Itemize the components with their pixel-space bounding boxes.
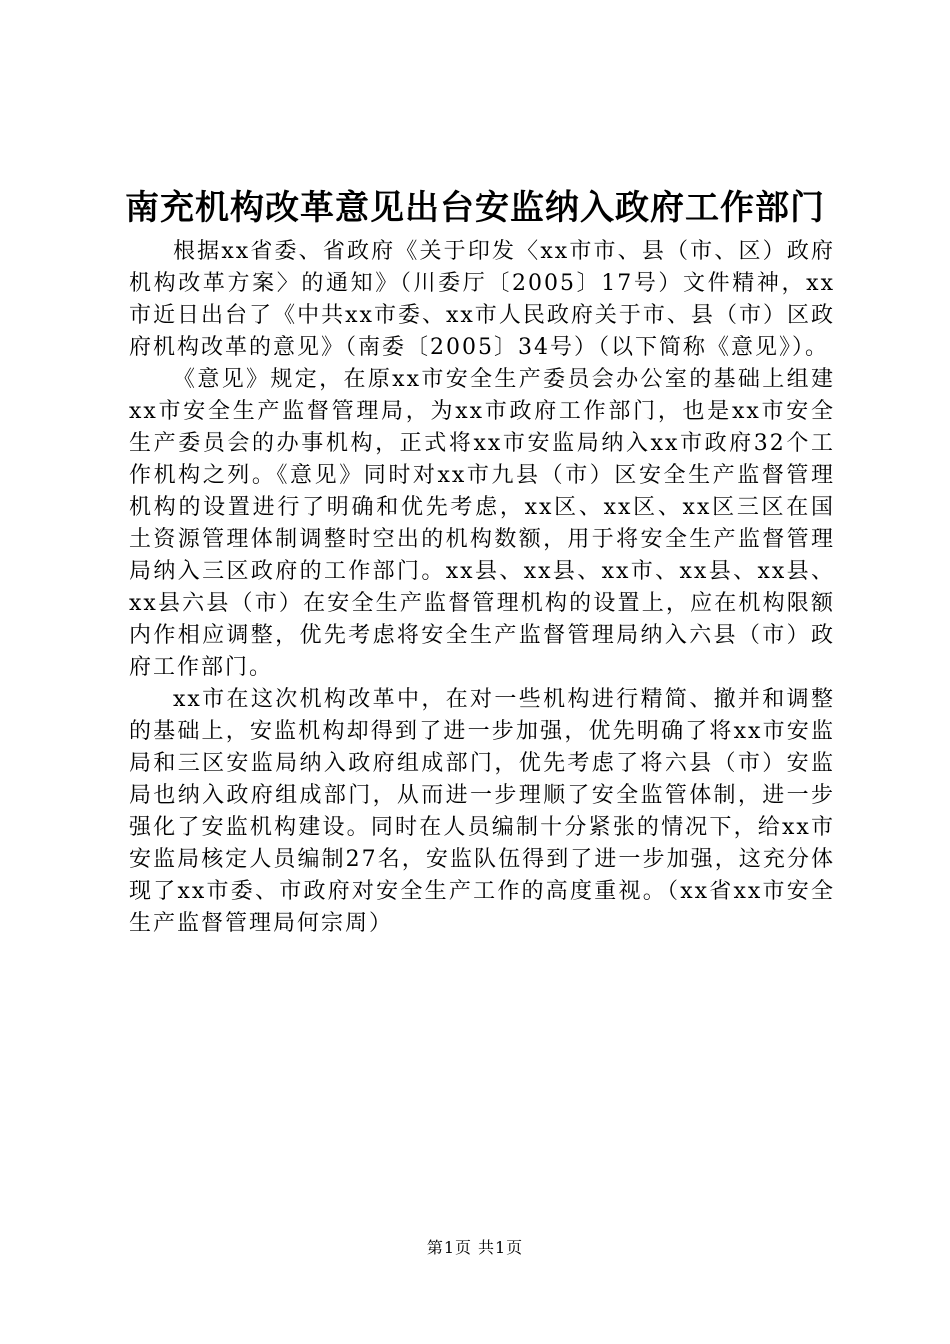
- paragraph: 根据xx省委、省政府《关于印发〈xx市市、县（市、区）政府机构改革方案〉的通知》（川委厅〔2005〕17号）文件精神，xx市近日出台了《中共xx市委、xx市人民政府关于市、县（市）区政府机构改革的意见》（南委〔2005〕34号）（以下简称《意见》）。: [129, 239, 835, 360]
- paragraph: 《意见》规定，在原xx市安全生产委员会办公室的基础上组建xx市安全生产监督管理局，为xx市政府工作部门，也是xx市安全生产委员会的办事机构，正式将xx市安监局纳入xx市政府32个工作机构之列。《意见》同时对xx市九县（市）区安全生产监督管理机构的设置进行了明确和优先考虑，xx区、xx区、xx区三区在国土资源管理体制调整时空出的机构数额，用于将安全生产监督管理局纳入三区政府的工作部门。xx县、xx县、xx市、xx县、xx县、xx县六县（市）在安全生产监督管理机构的设置上，应在机构限额内作相应调整，优先考虑将安全生产监督管理局纳入六县（市）政府工作部门。: [129, 367, 835, 680]
- page-total: 共1页: [478, 1238, 524, 1257]
- document-body: [129, 236, 835, 940]
- page-number: 第1页: [426, 1238, 472, 1257]
- document-title: 南充机构改革意见出台安监纳入政府工作部门: [125, 188, 825, 228]
- paragraph: xx市在这次机构改革中，在对一些机构进行精简、撤并和调整的基础上，安监机构却得到了进一步加强，优先明确了将xx市安监局和三区安监局纳入政府组成部门，优先考虑了将六县（市）安监局也纳入政府组成部门，从而进一步理顺了安全监管体制，进一步强化了安监机构建设。同时在人员编制十分紧张的情况下，给xx市安监局核定人员编制27名，安监队伍得到了进一步加强，这充分体现了xx市委、市政府对安全生产工作的高度重视。（xx省xx市安全生产监督管理局何宗周）: [129, 687, 835, 936]
- page-footer: [0, 1237, 950, 1259]
